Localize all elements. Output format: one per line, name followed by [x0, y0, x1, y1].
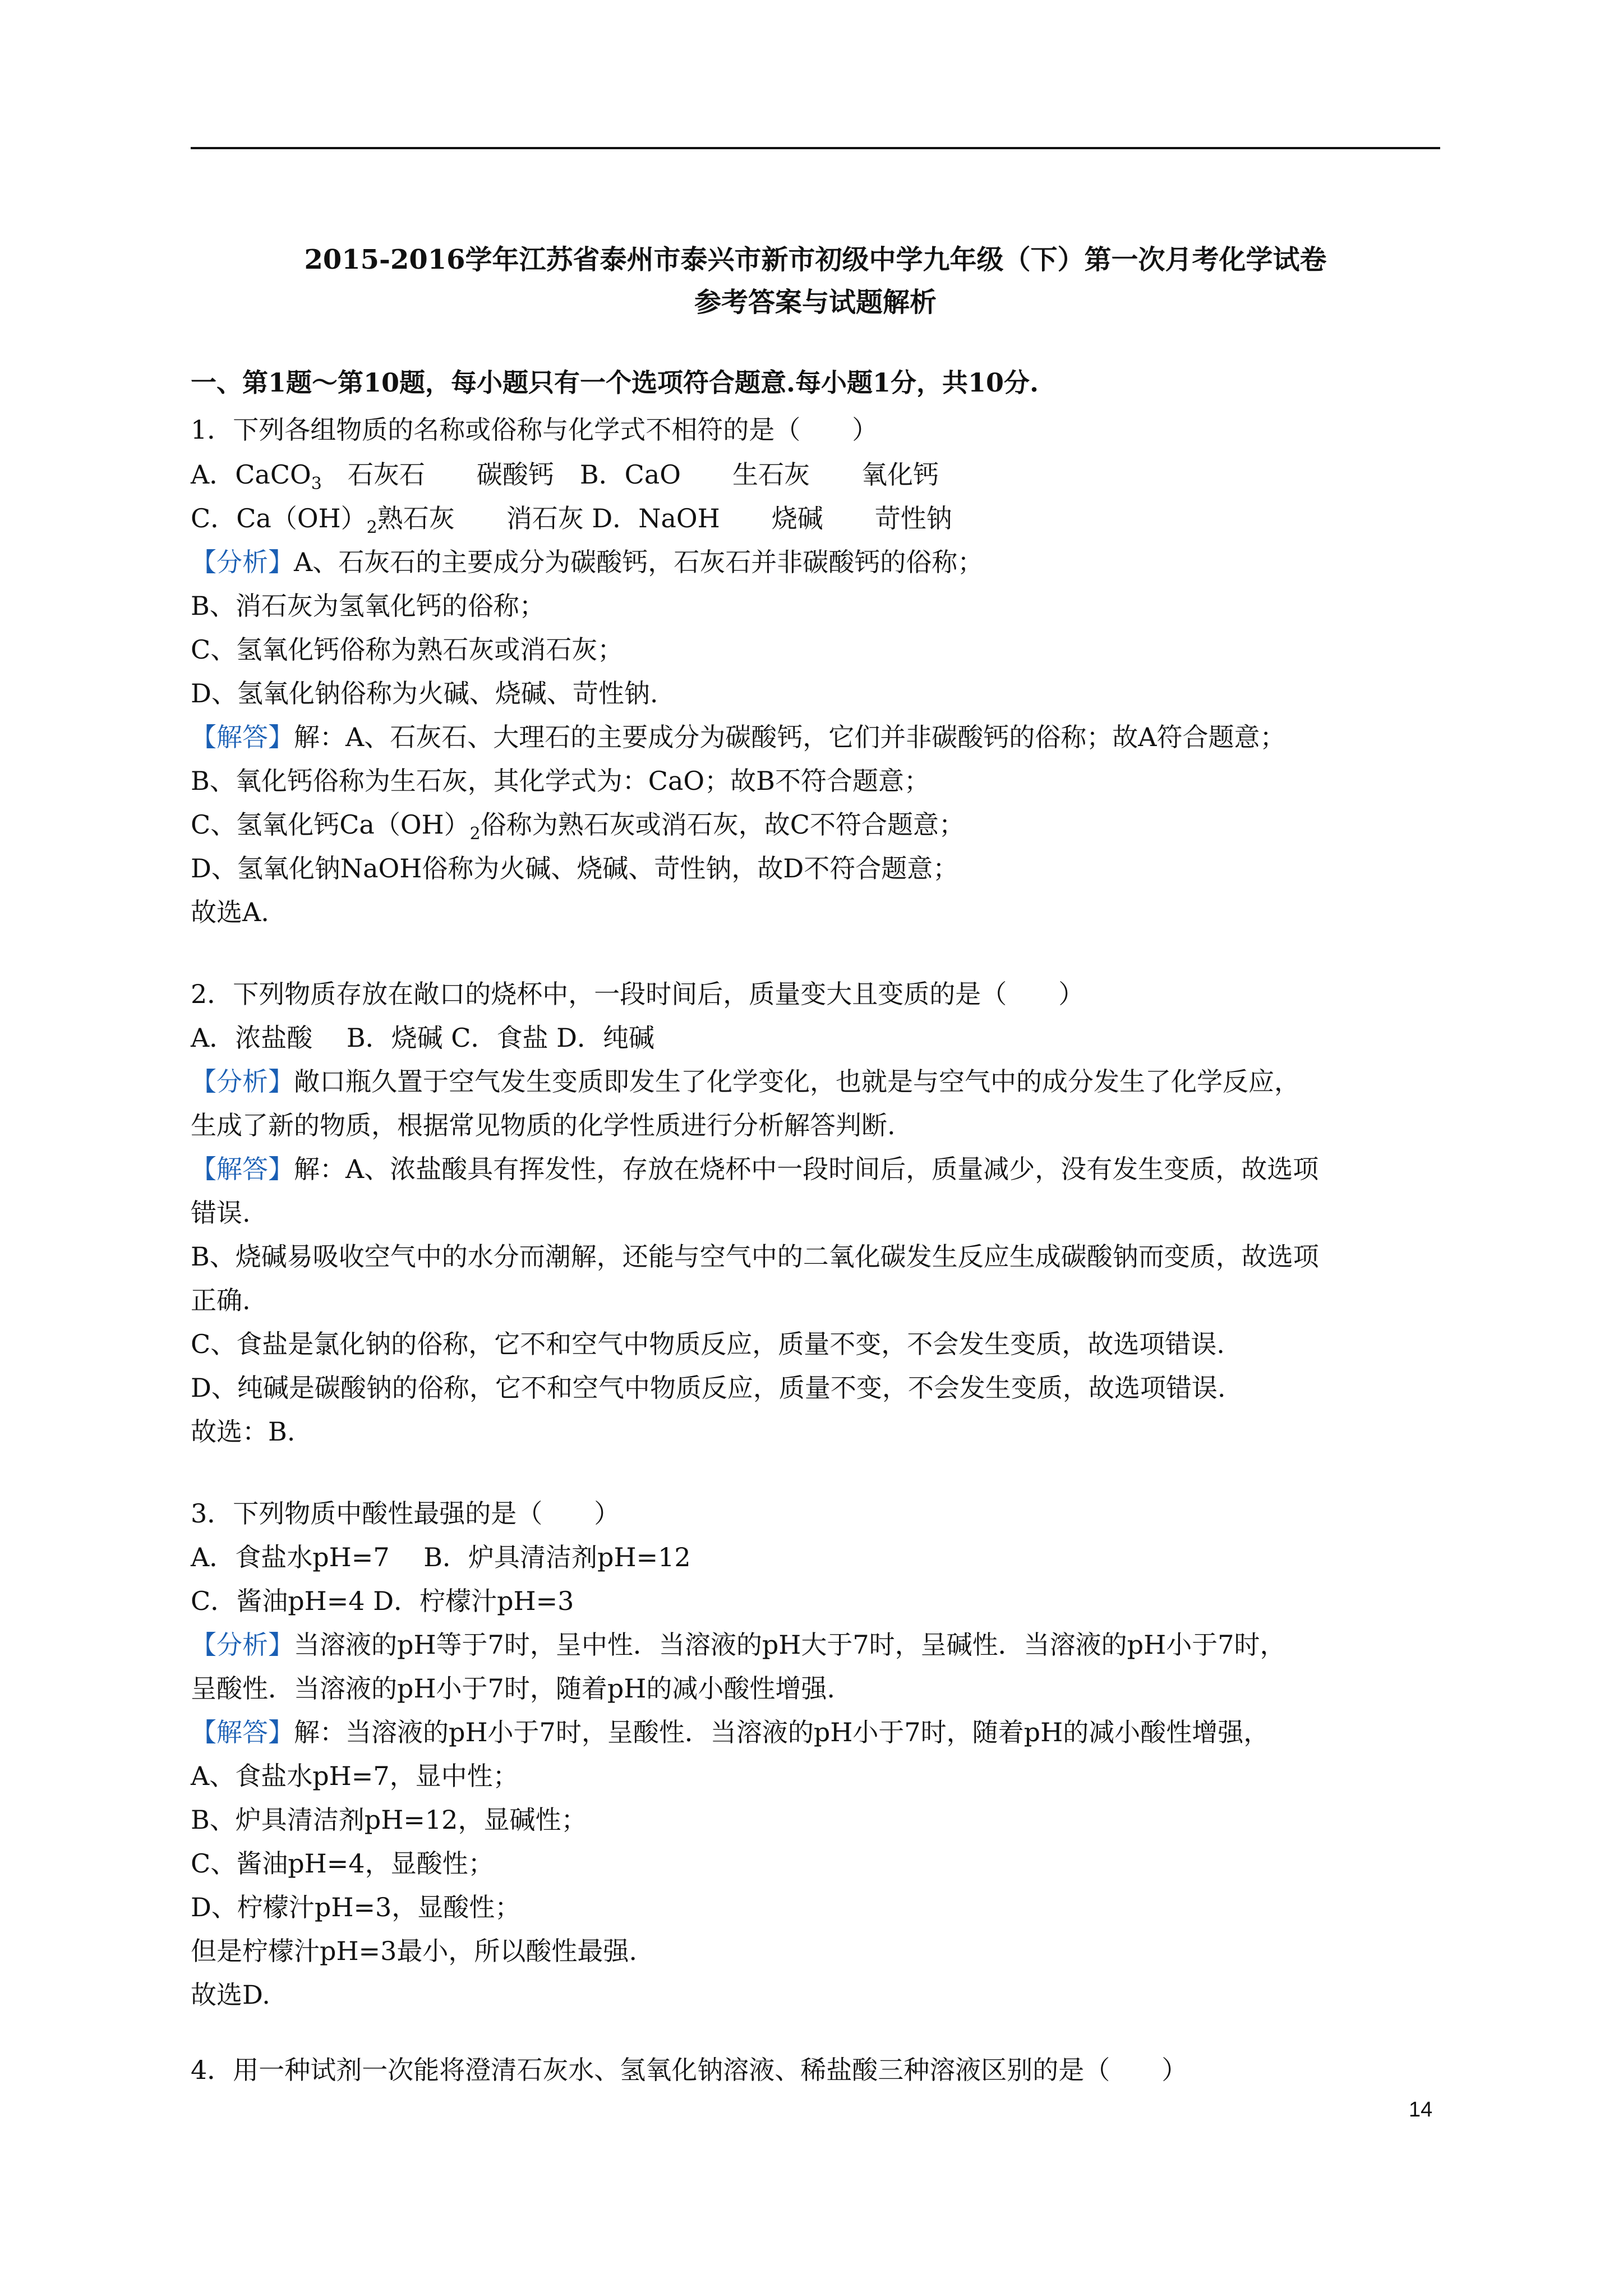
q3-answer-line: 故选D.: [191, 1980, 270, 2010]
q2-answer-line: C、食盐是氯化钠的俗称，它不和空气中物质反应，质量不变，不会发生变质，故选项错误.: [191, 1329, 1225, 1359]
q3-options-cd: C．酱油pH=4 D．柠檬汁pH=3: [191, 1586, 574, 1616]
analysis-tag: 【分析】: [191, 1630, 294, 1660]
document-subtitle: 参考答案与试题解析: [694, 287, 937, 318]
q1-analysis-line: D、氢氧化钠俗称为火碱、烧碱、苛性钠.: [191, 678, 658, 708]
q3-analysis: 【分析】当溶液的pH等于7时，呈中性．当溶液的pH大于7时，呈碱性．当溶液的pH小于7时，: [191, 1630, 1286, 1660]
q1-answer-line: 故选A.: [191, 897, 269, 927]
q1-answer-line: B、氧化钙俗称为生石灰，其化学式为：CaO；故B不符合题意；: [191, 766, 930, 796]
q1-answer-line: C、氢氧化钙$Ca(OH)_2$俗称为熟石灰或消石灰，故C不符合题意；: [191, 809, 965, 844]
q3-answer-line: D、柠檬汁pH=3，显酸性；: [191, 1892, 521, 1922]
q2-answer-line: B、烧碱易吸收空气中的水分而潮解，还能与空气中的二氧化碳发生反应生成碳酸钠而变质，故选项: [191, 1241, 1319, 1272]
q1-options-ab: A．CaCO$_3$ 石灰石 碳酸钙 B．CaO 生石灰 氧化钙: [191, 459, 939, 494]
q1-answer: 【解答】解：A、石灰石、大理石的主要成分为碳酸钙，它们并非碳酸钙的俗称；故A符合题意；: [191, 722, 1286, 752]
q1-analysis-line: B、消石灰为氢氧化钙的俗称；: [191, 591, 545, 621]
q3-analysis-line: 呈酸性．当溶液的pH小于7时，随着pH的减小酸性增强.: [191, 1673, 836, 1704]
q4-stem: 4．用一种试剂一次能将澄清石灰水、氢氧化钠溶液、稀盐酸三种溶液区别的是（ ）: [191, 2055, 1188, 2085]
q2-answer-line: D、纯碱是碳酸钠的俗称，它不和空气中物质反应，质量不变，不会发生变质，故选项错误.: [191, 1373, 1226, 1403]
q1-analysis: 【分析】A、石灰石的主要成分为碳酸钙，石灰石并非碳酸钙的俗称；: [191, 547, 984, 577]
q2-options: A．浓盐酸 B．烧碱 C．食盐 D．纯碱: [191, 1023, 654, 1053]
document-title: 2015-2016学年江苏省泰州市泰兴市新市初级中学九年级（下）第一次月考化学试卷: [304, 244, 1327, 275]
q1-stem: 1．下列各组物质的名称或俗称与化学式不相符的是（ ）: [191, 415, 878, 445]
q2-analysis: 【分析】敞口瓶久置于空气发生变质即发生了化学变化，也就是与空气中的成分发生了化学反应，: [191, 1066, 1300, 1097]
answer-tag: 【解答】: [191, 1717, 294, 1747]
q2-answer: 【解答】解：A、浓盐酸具有挥发性，存放在烧杯中一段时间后，质量减少，没有发生变质，故选项: [191, 1154, 1319, 1184]
q2-analysis-line: 生成了新的物质，根据常见物质的化学性质进行分析解答判断.: [191, 1110, 896, 1140]
q1-analysis-line: C、氢氧化钙俗称为熟石灰或消石灰；: [191, 634, 624, 665]
q3-answer-line: C、酱油pH=4，显酸性；: [191, 1848, 494, 1879]
q3-answer-line: B、炉具清洁剂pH=12，显碱性；: [191, 1805, 587, 1835]
section-heading: 一、第1题～第10题，每小题只有一个选项符合题意.每小题1分，共10分.: [191, 367, 1039, 398]
q2-answer-line: 错误.: [191, 1198, 251, 1228]
answer-tag: 【解答】: [191, 722, 294, 752]
q3-answer: 【解答】解：当溶液的pH小于7时，呈酸性．当溶液的pH小于7时，随着pH的减小酸性增强，: [191, 1717, 1270, 1747]
page-number: 14: [1409, 2098, 1433, 2122]
answer-tag: 【解答】: [191, 1154, 294, 1184]
q1-options-cd: C．$Ca(OH)_2$熟石灰 消石灰 D．NaOH 烧碱 苛性钠: [191, 503, 952, 538]
q3-answer-line: 但是柠檬汁pH=3最小，所以酸性最强.: [191, 1936, 637, 1966]
q2-answer-line: 正确.: [191, 1285, 251, 1315]
header-rule: [191, 147, 1440, 149]
q2-stem: 2．下列物质存放在敞口的烧杯中，一段时间后，质量变大且变质的是（ ）: [191, 979, 1085, 1009]
q3-answer-line: A、食盐水pH=7，显中性；: [191, 1761, 519, 1791]
q3-stem: 3．下列物质中酸性最强的是（ ）: [191, 1498, 620, 1529]
analysis-tag: 【分析】: [191, 1066, 294, 1097]
q3-options-ab: A．食盐水pH=7 B．炉具清洁剂pH=12: [191, 1542, 691, 1572]
q2-answer-line: 故选：B.: [191, 1416, 296, 1447]
analysis-tag: 【分析】: [191, 547, 294, 577]
q1-answer-line: D、氢氧化钠NaOH俗称为火碱、烧碱、苛性钠，故D不符合题意；: [191, 853, 959, 884]
